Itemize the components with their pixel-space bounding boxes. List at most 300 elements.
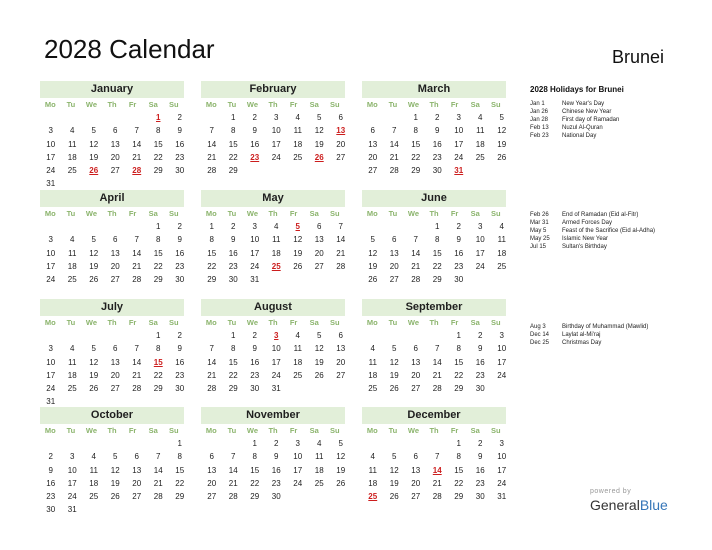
month-title: October <box>40 407 184 424</box>
day-cell: 19 <box>293 248 303 258</box>
day-cell: 6 <box>370 126 375 136</box>
weekday-header <box>201 98 345 111</box>
day-cell: 12 <box>389 465 399 475</box>
day-cell: 10 <box>46 357 56 367</box>
month-september <box>362 299 506 395</box>
day-cell: 23 <box>175 152 185 162</box>
day-cell: 19 <box>89 370 99 380</box>
day-cell: 2 <box>435 113 440 122</box>
day-cell: 9 <box>435 126 440 136</box>
day-cell: 1 <box>231 113 236 122</box>
day-cell: 2 <box>177 331 182 340</box>
month-title: July <box>40 299 184 316</box>
day-cell: 5 <box>338 439 343 448</box>
day-cell: 2 <box>48 452 53 462</box>
day-cell: 8 <box>156 126 161 136</box>
empty-cell <box>40 111 62 124</box>
day-cell: 2 <box>478 439 483 448</box>
day-cell: 13 <box>110 357 120 367</box>
day-cell: 30 <box>475 492 485 502</box>
day-cell: 11 <box>497 235 506 245</box>
day-cell: 14 <box>207 357 217 367</box>
day-cell: 10 <box>67 465 77 475</box>
holiday-date: Feb 26 <box>530 212 549 218</box>
holiday-item <box>530 323 705 331</box>
day-cell: 18 <box>293 139 303 149</box>
day-cell: 30 <box>175 275 185 285</box>
day-cell: 9 <box>252 126 257 136</box>
day-cell: 5 <box>91 235 96 245</box>
day-cell: 9 <box>48 465 53 475</box>
weekday-label: We <box>85 426 97 435</box>
weekday-label: Mo <box>205 426 217 435</box>
weekday-label: Tu <box>66 318 76 327</box>
weekday-label: Th <box>107 426 117 435</box>
day-cell: 24 <box>46 275 56 285</box>
weekday-label: Fr <box>450 318 459 327</box>
day-cell: 26 <box>389 384 399 394</box>
day-grid <box>40 437 184 517</box>
weekday-label: Tu <box>388 209 398 218</box>
day-cell: 18 <box>89 478 99 488</box>
month-january <box>40 81 184 191</box>
day-cell: 8 <box>177 452 182 462</box>
day-cell: 5 <box>392 344 397 354</box>
day-cell: 11 <box>68 357 77 367</box>
day-cell: 20 <box>411 478 421 488</box>
day-cell: 17 <box>271 139 281 149</box>
day-grid <box>201 437 345 503</box>
holiday-item <box>530 331 705 339</box>
day-cell: 27 <box>110 384 120 394</box>
day-cell: 18 <box>293 357 303 367</box>
empty-cell <box>384 329 406 342</box>
day-cell: 15 <box>454 357 464 367</box>
day-cell: 1 <box>252 439 257 448</box>
day-cell: 4 <box>317 439 322 448</box>
day-cell: 11 <box>68 139 77 149</box>
holiday-date: Feb 13 <box>530 125 549 131</box>
weekday-label: Fr <box>450 426 459 435</box>
empty-cell <box>148 437 170 450</box>
weekday-label: Fr <box>289 209 298 218</box>
day-cell: 12 <box>89 139 99 149</box>
day-cell: 22 <box>454 370 464 380</box>
day-cell: 11 <box>368 357 377 367</box>
weekday-label: Mo <box>366 209 378 218</box>
day-cell: 12 <box>110 465 120 475</box>
weekday-label: Sa <box>148 318 158 327</box>
day-cell: 23 <box>250 370 260 380</box>
day-cell: 12 <box>497 126 507 136</box>
day-cell: 9 <box>456 235 461 245</box>
day-cell: 7 <box>134 344 139 354</box>
day-cell: 5 <box>499 113 504 122</box>
day-cell: 11 <box>315 452 324 462</box>
day-cell: 16 <box>250 139 260 149</box>
day-cell: 30 <box>475 384 485 394</box>
day-cell: 9 <box>478 452 483 462</box>
empty-cell <box>83 329 105 342</box>
day-cell: 20 <box>110 152 120 162</box>
day-cell: 11 <box>368 465 377 475</box>
holiday-day: 13 <box>336 126 346 136</box>
day-cell: 27 <box>132 492 142 502</box>
country-name: Brunei <box>612 47 665 67</box>
weekday-label: Su <box>490 100 501 109</box>
day-cell: 2 <box>252 113 257 122</box>
weekday-label: We <box>407 426 419 435</box>
day-cell: 19 <box>336 465 346 475</box>
weekday-label: We <box>407 209 419 218</box>
day-cell: 21 <box>336 248 346 258</box>
weekday-label: Sa <box>470 100 480 109</box>
day-cell: 22 <box>153 370 163 380</box>
day-cell: 4 <box>274 222 279 231</box>
holiday-date: Dec 14 <box>530 332 550 338</box>
day-cell: 12 <box>89 248 99 258</box>
day-cell: 1 <box>456 331 461 340</box>
day-cell: 31 <box>250 275 260 285</box>
day-cell: 16 <box>175 357 185 367</box>
day-cell: 12 <box>368 248 378 258</box>
day-cell: 17 <box>67 478 77 488</box>
day-cell: 28 <box>432 384 442 394</box>
holiday-day: 25 <box>368 492 378 502</box>
day-cell: 14 <box>132 357 142 367</box>
day-grid <box>40 111 184 191</box>
weekday-label: Fr <box>128 318 137 327</box>
weekday-header <box>201 316 345 329</box>
day-grid <box>201 111 345 177</box>
weekday-label: Su <box>490 426 501 435</box>
day-cell: 17 <box>293 465 303 475</box>
weekday-label: Mo <box>205 100 217 109</box>
weekday-label: Tu <box>388 426 398 435</box>
weekday-label: Th <box>429 426 439 435</box>
empty-cell <box>40 220 62 233</box>
day-cell: 3 <box>48 344 53 354</box>
month-december <box>362 407 506 503</box>
day-cell: 21 <box>432 478 442 488</box>
day-cell: 18 <box>368 478 378 488</box>
month-title: December <box>362 407 506 424</box>
empty-cell <box>427 329 449 342</box>
day-cell: 9 <box>274 452 279 462</box>
day-cell: 29 <box>432 275 442 285</box>
month-july <box>40 299 184 409</box>
day-cell: 27 <box>368 166 378 176</box>
day-cell: 23 <box>175 261 185 271</box>
day-cell: 19 <box>110 478 120 488</box>
weekday-label: Su <box>168 100 179 109</box>
holiday-item <box>530 219 705 227</box>
weekday-label: Tu <box>66 209 76 218</box>
day-cell: 1 <box>156 222 161 231</box>
day-grid <box>201 329 345 395</box>
holiday-date: May 25 <box>530 236 550 242</box>
day-grid <box>362 111 506 177</box>
empty-cell <box>105 437 127 450</box>
month-april <box>40 190 184 286</box>
day-cell: 15 <box>432 248 442 258</box>
day-grid <box>201 220 345 286</box>
day-cell: 17 <box>497 465 507 475</box>
day-cell: 6 <box>338 113 343 122</box>
weekday-header <box>40 316 184 329</box>
day-cell: 26 <box>293 261 303 271</box>
day-cell: 7 <box>134 126 139 136</box>
day-cell: 13 <box>132 465 142 475</box>
holidays-title: 2028 Holidays for Brunei <box>530 85 624 94</box>
weekday-header <box>40 98 184 111</box>
weekday-header <box>362 207 506 220</box>
month-title: September <box>362 299 506 316</box>
brand-general: General <box>590 497 640 513</box>
weekday-header <box>362 424 506 437</box>
empty-cell <box>427 437 449 450</box>
day-cell: 25 <box>475 152 485 162</box>
weekday-label: Sa <box>470 209 480 218</box>
month-title: February <box>201 81 345 98</box>
day-cell: 3 <box>48 235 53 245</box>
weekday-label: Su <box>329 209 340 218</box>
weekday-label: Tu <box>66 100 76 109</box>
day-cell: 30 <box>250 384 260 394</box>
day-cell: 6 <box>317 222 322 231</box>
day-cell: 13 <box>389 248 399 258</box>
day-cell: 17 <box>46 152 56 162</box>
day-cell: 7 <box>435 452 440 462</box>
holiday-date: Aug 3 <box>530 324 546 330</box>
holiday-day: 26 <box>89 166 99 176</box>
day-cell: 21 <box>228 478 238 488</box>
empty-cell <box>126 111 148 124</box>
weekday-header <box>201 207 345 220</box>
day-cell: 1 <box>156 331 161 340</box>
day-cell: 3 <box>48 126 53 136</box>
day-cell: 10 <box>271 344 281 354</box>
day-cell: 1 <box>456 439 461 448</box>
empty-cell <box>126 329 148 342</box>
day-cell: 29 <box>454 492 464 502</box>
holiday-name: National Day <box>562 133 597 139</box>
weekday-label: We <box>246 209 258 218</box>
day-cell: 28 <box>153 492 163 502</box>
day-cell: 11 <box>68 248 77 258</box>
day-cell: 25 <box>67 166 77 176</box>
holiday-name: Feast of the Sacrifice (Eid al-Adha) <box>562 228 656 234</box>
day-cell: 20 <box>368 152 378 162</box>
day-cell: 16 <box>475 465 485 475</box>
day-cell: 28 <box>336 261 346 271</box>
day-cell: 16 <box>475 357 485 367</box>
day-cell: 29 <box>250 492 260 502</box>
day-cell: 17 <box>475 248 485 258</box>
day-cell: 23 <box>271 478 281 488</box>
day-cell: 23 <box>46 492 56 502</box>
month-title: March <box>362 81 506 98</box>
weekday-label: Th <box>268 426 278 435</box>
day-cell: 6 <box>338 331 343 340</box>
holiday-item <box>530 116 705 124</box>
empty-cell <box>83 111 105 124</box>
weekday-label: Su <box>329 426 340 435</box>
day-cell: 28 <box>228 492 238 502</box>
month-october <box>40 407 184 517</box>
day-cell: 14 <box>207 139 217 149</box>
day-cell: 12 <box>89 357 99 367</box>
day-cell: 20 <box>411 370 421 380</box>
empty-cell <box>201 111 223 124</box>
day-cell: 14 <box>432 357 442 367</box>
day-cell: 2 <box>231 222 236 231</box>
day-cell: 30 <box>175 384 185 394</box>
day-cell: 28 <box>389 166 399 176</box>
empty-cell <box>405 329 427 342</box>
weekday-header <box>362 98 506 111</box>
day-cell: 2 <box>177 222 182 231</box>
month-march <box>362 81 506 177</box>
day-cell: 25 <box>368 384 378 394</box>
day-cell: 21 <box>132 261 142 271</box>
day-cell: 9 <box>478 344 483 354</box>
weekday-label: Mo <box>366 100 378 109</box>
holiday-name: End of Ramadan (Eid al-Fitr) <box>562 212 639 218</box>
day-cell: 16 <box>271 465 281 475</box>
day-cell: 5 <box>91 126 96 136</box>
day-cell: 7 <box>435 344 440 354</box>
empty-cell <box>362 329 384 342</box>
holiday-item <box>530 243 705 251</box>
day-cell: 30 <box>175 166 185 176</box>
weekday-label: Fr <box>289 318 298 327</box>
day-cell: 5 <box>317 113 322 122</box>
holiday-name: Sultan's Birthday <box>562 244 607 250</box>
empty-cell <box>201 329 223 342</box>
empty-cell <box>62 437 84 450</box>
day-cell: 16 <box>250 357 260 367</box>
day-cell: 21 <box>389 152 399 162</box>
holiday-day: 28 <box>132 166 142 176</box>
weekday-label: Su <box>329 100 340 109</box>
day-cell: 11 <box>272 235 281 245</box>
weekday-label: Mo <box>44 318 56 327</box>
day-cell: 25 <box>293 370 303 380</box>
day-cell: 10 <box>293 452 303 462</box>
day-cell: 6 <box>413 452 418 462</box>
day-cell: 7 <box>231 452 236 462</box>
day-cell: 10 <box>46 139 56 149</box>
day-cell: 15 <box>175 465 185 475</box>
weekday-label: We <box>246 426 258 435</box>
day-cell: 18 <box>271 248 281 258</box>
day-cell: 19 <box>389 370 399 380</box>
day-cell: 21 <box>153 478 163 488</box>
day-cell: 28 <box>207 166 217 176</box>
day-cell: 15 <box>228 139 238 149</box>
day-cell: 19 <box>497 139 507 149</box>
day-cell: 29 <box>153 275 163 285</box>
holiday-name: Laylat al-Mi'raj <box>562 332 601 338</box>
day-cell: 21 <box>411 261 421 271</box>
empty-cell <box>105 220 127 233</box>
empty-cell <box>126 220 148 233</box>
weekday-label: Su <box>168 209 179 218</box>
day-cell: 5 <box>113 452 118 462</box>
day-cell: 25 <box>293 152 303 162</box>
day-cell: 29 <box>228 166 238 176</box>
holiday-item <box>530 339 705 347</box>
empty-cell <box>62 220 84 233</box>
weekday-label: Sa <box>309 100 319 109</box>
holiday-name: Islamic New Year <box>562 236 609 242</box>
day-cell: 10 <box>46 248 56 258</box>
day-cell: 7 <box>338 222 343 231</box>
day-cell: 3 <box>70 452 75 462</box>
day-cell: 26 <box>368 275 378 285</box>
weekday-label: Sa <box>148 100 158 109</box>
day-cell: 25 <box>497 261 507 271</box>
day-cell: 8 <box>252 452 257 462</box>
day-cell: 3 <box>478 222 483 231</box>
day-cell: 12 <box>389 357 399 367</box>
day-cell: 22 <box>153 152 163 162</box>
day-cell: 13 <box>411 357 421 367</box>
empty-cell <box>40 329 62 342</box>
day-cell: 27 <box>411 384 421 394</box>
month-february <box>201 81 345 177</box>
month-title: January <box>40 81 184 98</box>
empty-cell <box>83 220 105 233</box>
day-cell: 17 <box>271 357 281 367</box>
day-cell: 24 <box>293 478 303 488</box>
day-cell: 20 <box>336 357 346 367</box>
holiday-name: Chinese New Year <box>562 109 612 115</box>
holiday-name: New Year's Day <box>562 101 605 107</box>
day-cell: 18 <box>314 465 324 475</box>
day-cell: 14 <box>132 248 142 258</box>
day-cell: 28 <box>432 492 442 502</box>
day-cell: 29 <box>454 384 464 394</box>
day-cell: 10 <box>271 126 281 136</box>
empty-cell <box>384 437 406 450</box>
day-cell: 5 <box>317 331 322 340</box>
day-cell: 23 <box>175 370 185 380</box>
day-cell: 15 <box>207 248 217 258</box>
weekday-label: Su <box>168 318 179 327</box>
empty-cell <box>201 437 223 450</box>
holiday-day: 15 <box>153 357 163 367</box>
day-cell: 18 <box>368 370 378 380</box>
day-cell: 1 <box>231 331 236 340</box>
day-cell: 9 <box>177 344 182 354</box>
day-cell: 24 <box>46 166 56 176</box>
weekday-label: Th <box>268 318 278 327</box>
day-cell: 14 <box>411 248 421 258</box>
holiday-day: 5 <box>295 222 300 231</box>
day-cell: 25 <box>67 275 77 285</box>
day-cell: 21 <box>207 370 217 380</box>
day-cell: 18 <box>67 370 77 380</box>
holiday-day: 3 <box>274 331 279 340</box>
day-cell: 6 <box>392 235 397 245</box>
brand-blue: Blue <box>639 497 668 513</box>
day-cell: 8 <box>456 344 461 354</box>
day-cell: 23 <box>454 261 464 271</box>
month-august <box>201 299 345 395</box>
weekday-label: Mo <box>366 426 378 435</box>
